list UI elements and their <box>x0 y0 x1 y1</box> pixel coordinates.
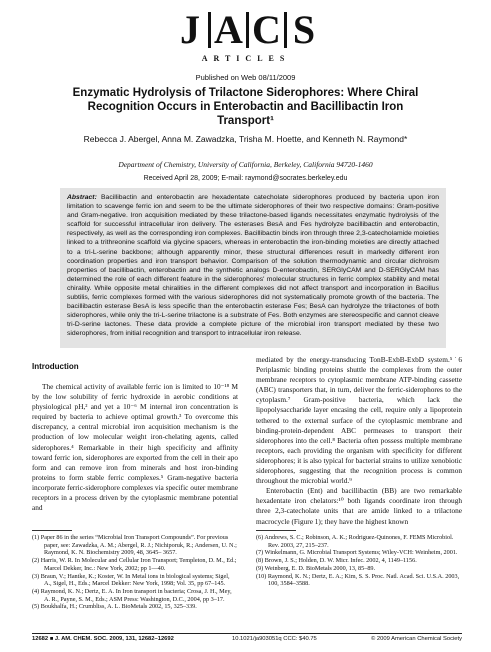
footnote: (5) Boukhalfa, H.; Crumbliss, A. L. BioMetals 2002, 15, 325–339. <box>32 603 197 611</box>
footnote: (2) Harris, W. R. In Molecular and Cellular Iron Transport; Templeton, D. M., Ed.; Marcel Dekker, Inc.: New York, 2002; pp 1—40. <box>32 557 237 572</box>
footnote-rule <box>32 530 72 531</box>
jacs-logo <box>170 8 322 66</box>
logo-divider <box>208 12 211 48</box>
footnotes-left <box>32 534 238 611</box>
body-paragraph: The chemical activity of available ferric ion is limited to 10⁻¹⁸ M by the low solubility of ferric hydroxide in aerobic conditions at physiological pH,² and yet a 10⁻⁶ M internal iron concentration is required by bacteria to achieve optimal growth.³ To overcome this discrepancy, a central microbial iron acquisition mechanism is the production of low molecular weight iron-chelating agents, called siderophores.⁴ Remarkable in their high specificity and affinity toward ferric ion, siderophores are exported from the cell in their apo form and can remove iron from minerals and host iron-binding proteins to form stable ferric complexes.⁵ Gram-negative bacteria incorporate ferric-siderophore complexes via specific outer membrane receptors in a process driven by the cytoplasmic membrane potential and <box>32 382 238 513</box>
affiliation: Department of Chemistry, University of California, Berkeley, California 94720-1460 <box>118 160 373 169</box>
logo-divider <box>246 12 249 48</box>
page-footer <box>32 636 462 646</box>
jacs-logo-letters <box>170 8 322 52</box>
footnote: (1) Paper 86 in the series “Microbial Iron Transport Compounds”. For previous paper, see: Zawadzka, A. M.; Abergel, R. J.; Nichiporuk, R.; Andersen, U. N.; Raymond, K. N. Biochemistry 2009, 48, 3645– 3657. <box>32 534 237 557</box>
footnote: (8) Brown, J. S.; Holden, D. W. Micr. Infec. 2002, 4, 1149–1156. <box>256 557 417 565</box>
body-paragraph: mediated by the energy-transducing TonB-ExbB-ExbD system.⁵˙6 Periplasmic binding proteins shuttle the complexes from the outer membrane receptors to cytoplasmic membrane ATP-binding cassette (ABC) transporters that, in turn, deliver the ferric-siderophores to the cytoplasm.⁷ Gram-positive bacteria, which lack the lipopolysaccharide layer encasing the cell, require only a lipoprotein tethered to the external surface of the cytoplasmic membrane and binding-protein-dependent ABC permeases to transport their siderophores into the cell.⁸ Bacteria often possess multiple membrane receptors, each providing the organism with specificity for different siderophores; it is also typical for bacterial strains to utilize xenobiotic siderophores, suggesting that the recognition process is common throughout the microbial world.⁹ <box>256 355 462 486</box>
footnote-rule <box>256 530 296 531</box>
logo-divider <box>284 12 287 48</box>
footnote: (6) Andrews, S. C.; Robinson, A. K.; Rodriguez-Quinones, F. FEMS Microbiol. Rev. 2003, 27, 215–237. <box>256 534 454 549</box>
footnote: (10) Raymond, K. N.; Dertz, E. A.; Kim, S. S. Proc. Natl. Acad. Sci. U.S.A. 2003, 100, 3584–3588. <box>256 572 460 588</box>
logo-letter: A <box>214 7 243 52</box>
abstract-label: Abstract: <box>67 194 97 201</box>
abstract-box <box>60 188 446 348</box>
logo-articles: ARTICLES <box>201 54 291 63</box>
footnote: (4) Raymond, K. N.; Dertz, E. A. In Iron transport in bacteria; Crosa, J. H., Mey, A. R., Payne, S. M., Eds.; ASM Press: Washington, D.C., 2004, pp 3–17. <box>32 587 232 603</box>
footnotes-right <box>256 534 462 588</box>
right-column <box>256 355 462 527</box>
author-list: Rebecca J. Abergel, Anna M. Zawadzka, Trisha M. Hoette, and Kenneth N. Raymond* <box>83 134 408 144</box>
article-title: Enzymatic Hydrolysis of Trilactone Siderophores: Where Chiral Recognition Occurs in Enterobactin and Bacillibactin Iron Transport¹ <box>72 87 419 127</box>
footnote: (9) Weinberg, E. D. BioMetals 2000, 13, 85–89. <box>256 564 376 572</box>
received-line: Received April 28, 2009; E-mail: raymond@socrates.berkeley.edu <box>143 175 348 182</box>
footnote: (7) Winkelmann, G. Microbial Transport Systems; Wiley-VCH: Weinheim, 2001. <box>256 549 458 557</box>
footer-doi: 10.1021/ja903051q CCC: $40.75 <box>232 636 317 642</box>
logo-letter: S <box>292 7 316 52</box>
logo-letter: C <box>252 7 281 52</box>
published-date: Published on Web 08/11/2009 <box>195 73 296 82</box>
footer-copyright: © 2009 American Chemical Society <box>371 636 462 642</box>
section-heading-introduction: Introduction <box>32 362 79 371</box>
left-column <box>32 382 238 513</box>
logo-letter: J <box>180 7 200 52</box>
footer-rule <box>32 633 462 634</box>
body-paragraph: Enterobactin (Ent) and bacillibactin (BB) are two remarkable hexadentate iron chelators:¹⁰ both ligands coordinate iron through three 2,3-catecholate units that are amide linked to a trilactone macrocycle (Figure 1); they have the highest known <box>256 486 462 526</box>
footer-journal: 12682 ■ J. AM. CHEM. SOC. 2009, 131, 12682–12692 <box>32 636 174 642</box>
footnote: (3) Braun, V.; Hantke, K.; Koster, W. In Metal ions in biological systems; Sigel, A., Sigel, H., Eds.; Marcel Dekker: New York, 1998; Vol. 35, pp 67–145. <box>32 572 230 588</box>
abstract-text: Bacillibactin and enterobactin are hexadentate catecholate siderophores produced by bacteria upon iron limitation to scavenge ferric ion and seem to be the ultimate siderophores of their two respective domains: Gram-positive and Gram-negative. Iron acquisition mediated by these trilactone-based ligands necessitates enzymatic hydrolysis of the scaffold for successful intracellular iron delivery. The esterases BesA and Fes hydrolyze bacillibactin and enterobactin, respectively, as well as the corresponding iron complexes. Bacillibactin binds iron through three 2,3-catecholamide moieties linked to a trithreonine scaffold via glycine spacers, whereas in enterobactin the iron-binding moieties are directly attached to a tri-L-serine backbone; although apparently minor, these structural differences result in markedly different iron coordination properties and iron transport behavior. Comparison of the solution thermodynamic and circular dichroism properties of bacillibactin, enterobactin and the synthetic analogs D-enterobactin, SERGlyCAM and D-SERGlyCAM has determined the role of each different feature in the siderophores' molecular structures in ferric complex stability and metal chirality. While opposite metal chiralities in the different complexes did not affect transport and incorporation in Bacillus subtilis, ferric complexes formed with the various siderophores did not systematically promote growth of the bacteria. The bacillibactin esterase BesA is less specific than the enterobactin esterase Fes; BesA can hydrolyze the trilactones of both siderophores, while only the tri-L-serine trilactone is a substrate of Fes. Both enzymes are stereospecific and cannot cleave tri-D-serine lactones. These data provide a complete picture of the microbial iron transport mediated by these two siderophores, from initial recognition and transport to intracellular iron release. <box>67 194 439 338</box>
